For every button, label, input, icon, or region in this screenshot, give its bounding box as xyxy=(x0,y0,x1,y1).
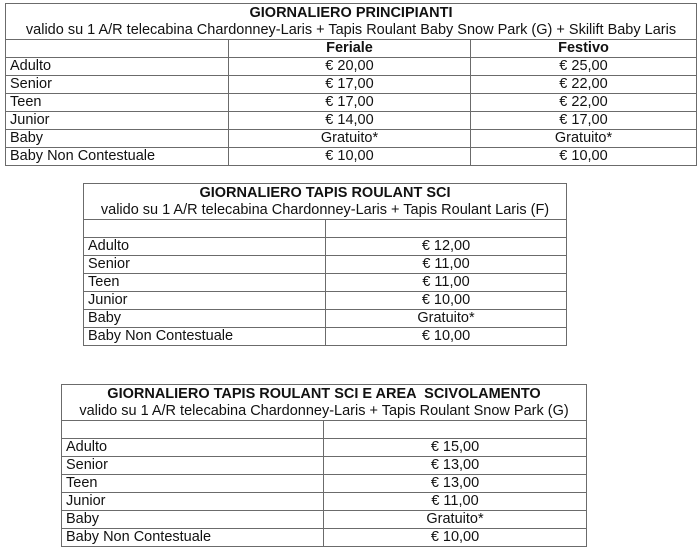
table-row xyxy=(6,94,697,112)
row-label: Senior xyxy=(6,76,229,94)
row-label: Teen xyxy=(84,274,326,292)
header-row-empty xyxy=(62,421,587,439)
price-feriale: € 17,00 xyxy=(229,94,471,112)
price-festivo: € 22,00 xyxy=(471,94,697,112)
row-label: Adulto xyxy=(84,238,326,256)
empty-header-cell xyxy=(84,220,326,238)
empty-header-cell xyxy=(324,421,587,439)
table-title: GIORNALIERO TAPIS ROULANT SCI xyxy=(84,184,567,203)
row-label: Baby Non Contestuale xyxy=(6,148,229,166)
price-feriale: Gratuito* xyxy=(229,130,471,148)
price-feriale: € 14,00 xyxy=(229,112,471,130)
price-festivo: Gratuito* xyxy=(471,130,697,148)
row-label: Baby xyxy=(62,511,324,529)
row-label: Teen xyxy=(6,94,229,112)
table-subtitle: valido su 1 A/R telecabina Chardonney-Laris + Tapis Roulant Baby Snow Park (G) + Skilift Baby Laris xyxy=(6,22,697,40)
row-label: Adulto xyxy=(62,439,324,457)
table-giornaliero-tapis-roulant-sci-area-scivolamento xyxy=(61,384,587,547)
table-row xyxy=(6,76,697,94)
row-label: Junior xyxy=(62,493,324,511)
row-label: Baby Non Contestuale xyxy=(62,529,324,547)
price: € 11,00 xyxy=(326,274,567,292)
header-row xyxy=(6,40,697,58)
price-feriale: € 20,00 xyxy=(229,58,471,76)
table-row xyxy=(6,148,697,166)
table-row xyxy=(84,310,567,328)
price-festivo: € 10,00 xyxy=(471,148,697,166)
table-row xyxy=(84,274,567,292)
price-feriale: € 10,00 xyxy=(229,148,471,166)
table-row xyxy=(6,58,697,76)
price: € 15,00 xyxy=(324,439,587,457)
price: € 13,00 xyxy=(324,457,587,475)
empty-header-cell xyxy=(62,421,324,439)
column-header-festivo: Festivo xyxy=(471,40,697,58)
row-label: Teen xyxy=(62,475,324,493)
column-header-empty xyxy=(6,40,229,58)
price-festivo: € 17,00 xyxy=(471,112,697,130)
price-festivo: € 22,00 xyxy=(471,76,697,94)
price: Gratuito* xyxy=(324,511,587,529)
table-subtitle: valido su 1 A/R telecabina Chardonney-Laris + Tapis Roulant Laris (F) xyxy=(84,202,567,220)
row-label: Baby Non Contestuale xyxy=(84,328,326,346)
table-row xyxy=(84,256,567,274)
table-row xyxy=(62,475,587,493)
table-subtitle: valido su 1 A/R telecabina Chardonney-Laris + Tapis Roulant Snow Park (G) xyxy=(62,403,587,421)
header-row-empty xyxy=(84,220,567,238)
table-row xyxy=(62,457,587,475)
row-label: Junior xyxy=(6,112,229,130)
table-row xyxy=(6,112,697,130)
empty-header-cell xyxy=(326,220,567,238)
price: € 10,00 xyxy=(326,292,567,310)
price-feriale: € 17,00 xyxy=(229,76,471,94)
table-row xyxy=(62,529,587,547)
table-row xyxy=(62,493,587,511)
table-title: GIORNALIERO TAPIS ROULANT SCI E AREA SCIVOLAMENTO xyxy=(62,385,587,404)
table-giornaliero-principianti xyxy=(5,3,697,166)
table-row xyxy=(84,328,567,346)
table-row xyxy=(62,511,587,529)
price: € 13,00 xyxy=(324,475,587,493)
row-label: Adulto xyxy=(6,58,229,76)
price: € 10,00 xyxy=(326,328,567,346)
table-giornaliero-tapis-roulant-sci xyxy=(83,183,567,346)
price: € 11,00 xyxy=(324,493,587,511)
row-label: Senior xyxy=(62,457,324,475)
price: € 10,00 xyxy=(324,529,587,547)
price: € 11,00 xyxy=(326,256,567,274)
row-label: Baby xyxy=(84,310,326,328)
table-row xyxy=(84,238,567,256)
row-label: Junior xyxy=(84,292,326,310)
table-row xyxy=(62,439,587,457)
row-label: Senior xyxy=(84,256,326,274)
price: € 12,00 xyxy=(326,238,567,256)
price: Gratuito* xyxy=(326,310,567,328)
table-row xyxy=(6,130,697,148)
table-row xyxy=(84,292,567,310)
table-title: GIORNALIERO PRINCIPIANTI xyxy=(6,4,697,23)
price-festivo: € 25,00 xyxy=(471,58,697,76)
column-header-feriale: Feriale xyxy=(229,40,471,58)
row-label: Baby xyxy=(6,130,229,148)
